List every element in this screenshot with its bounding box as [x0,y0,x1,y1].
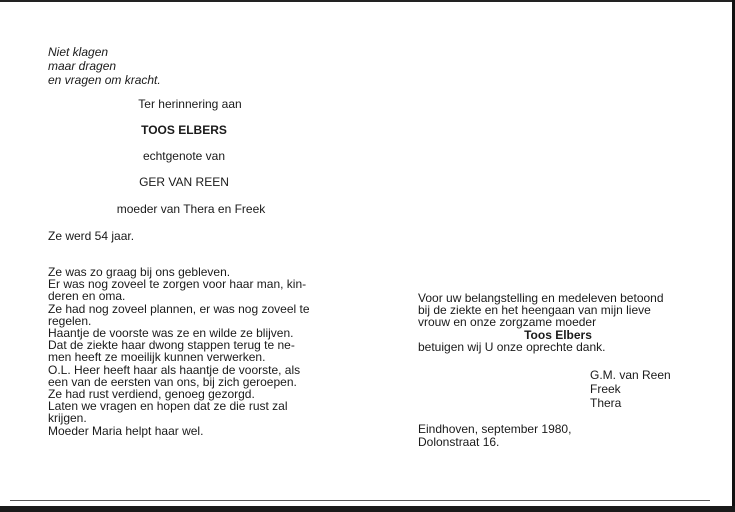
memorial-line: Ze had nog zoveel plannen, er was nog zoveel te [48,301,310,316]
memorial-line: regelen. [48,313,92,328]
memorial-line: Er was nog zoveel te zorgen voor haar man, kin- [48,277,307,292]
signatory: Freek [590,382,621,396]
poem [48,46,161,88]
poem-line: maar dragen [48,59,117,73]
intro-text: Ter herinnering aan [138,97,242,111]
deceased-name: TOOS ELBERS [141,123,227,137]
signatory: G.M. van Reen [590,368,671,382]
signatory: Thera [590,396,622,410]
address: Dolonstraat 16. [418,435,500,449]
memorial-line: men heeft ze moeilijk kunnen verwerken. [48,350,266,365]
memorial-line: O.L. Heer heeft haar als haantje de voorste, als [48,362,301,377]
memorial-line: krijgen. [48,411,87,426]
thanks-line: vrouw en onze zorgzame moeder [418,315,597,330]
poem-line: Niet klagen [48,45,109,59]
memorial-line: Moeder Maria helpt haar wel. [48,423,204,438]
memorial-line: Dat de ziekte haar dwong stappen terug te ne- [48,338,295,353]
thanks-line: Voor uw belangstelling en medeleven betoond [418,291,664,305]
poem-line: en vragen om kracht. [48,73,161,87]
thanks-closing: betuigen wij U onze oprechte dank. [418,339,606,354]
thanks-name: Toos Elbers [524,327,592,342]
place-date: Eindhoven, september 1980, [418,422,572,436]
card-edge-top [0,0,735,2]
memorial-text [48,266,326,437]
thanks-text [418,292,718,353]
memorial-line: Laten we vragen en hopen dat ze die rust zal [48,399,288,414]
age-text: Ze werd 54 jaar. [48,229,135,243]
husband-name: GER VAN REEN [139,175,229,189]
relation-text: echtgenote van [142,149,226,163]
thanks-line: bij de ziekte en het heengaan van mijn lieve [418,303,651,318]
card-edge-bottom [0,506,735,512]
card-fold-line [10,500,710,501]
memorial-line: een van de eersten van ons, bij zich geroepen. [48,374,297,389]
memorial-line: Haantje de voorste was ze en wilde ze blijven. [48,326,294,341]
signatories [590,369,671,411]
children-text: moeder van Thera en Freek [116,202,266,216]
memorial-line: Ze was zo graag bij ons gebleven. [48,265,231,279]
memorial-line: Ze had rust verdiend, genoeg gezorgd. [48,387,255,402]
memorial-line: deren en oma. [48,289,126,304]
